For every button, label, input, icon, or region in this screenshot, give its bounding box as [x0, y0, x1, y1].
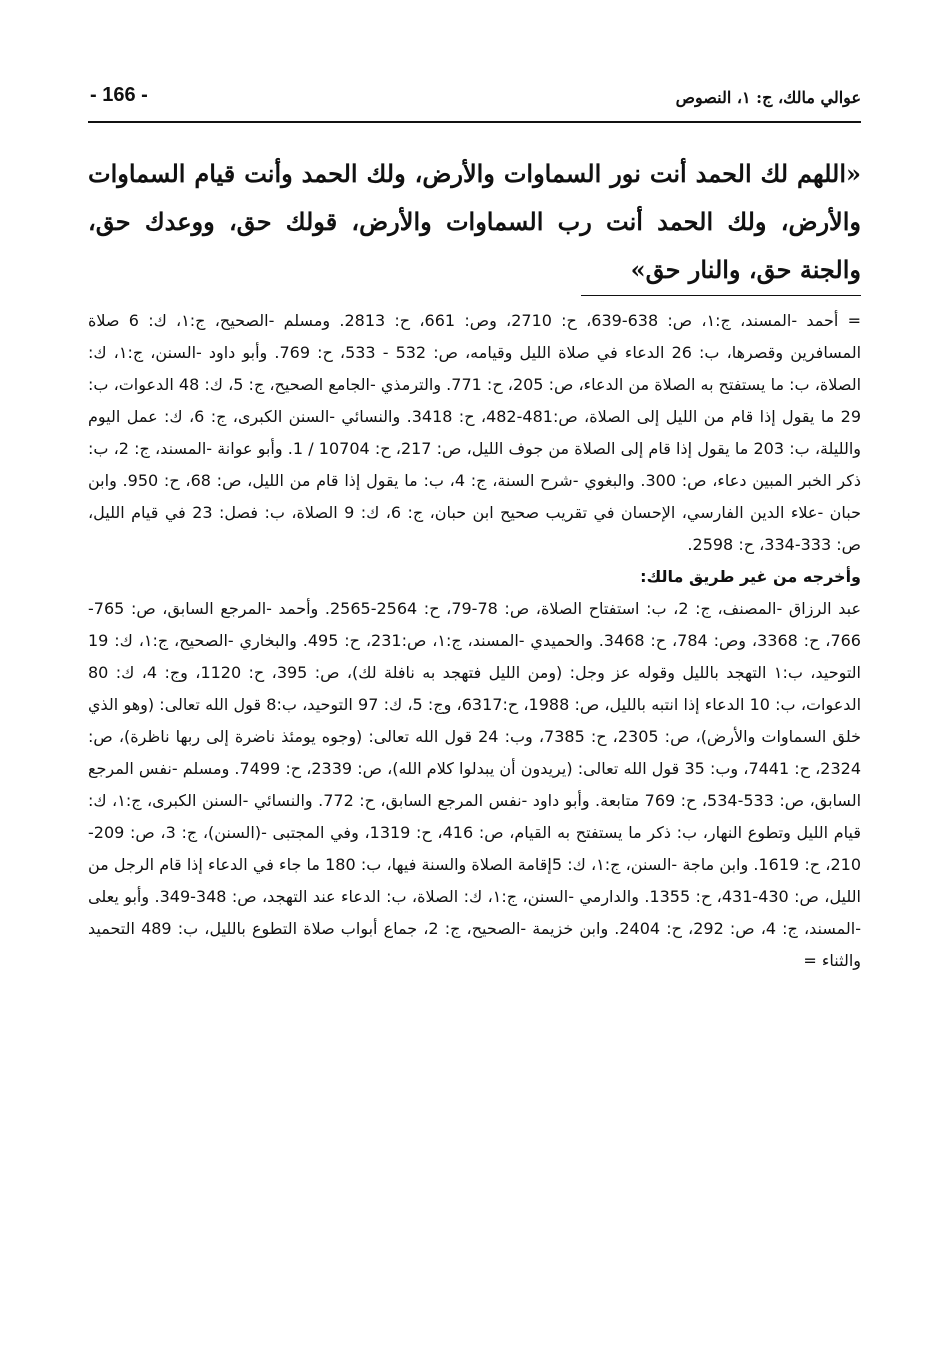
footnote-paragraph-2: عبد الرزاق -المصنف، ج: 2، ب: استفتاح الصلاة، ص: 78-79، ح: 2564-2565. وأحمد -المرجع السابق، ص: 765-766، ح: 3368، وص: 784، ح: 3468. والحميدي -المسند، ج:١، ص:231، ح: 495. والبخاري -الصحيح، ج:١، ك: 19 التوحيد، ب:١ التهجد بالليل وقوله عز وجل: (ومن الليل فتهجد به نافلة لك)، ص: 395، ح: 1120، وج: 4، ك: 80 الدعوات، ب: 10 الدعاء إذا انتبه بالليل، ص: 1988، ح:6317، وج: 5، ك: 97 التوحيد، ب:8 قول الله تعالى: (وهو الذي خلق السماوات والأرض)، ص: 2305، ح: 7385، وب: 24 قول الله تعالى: (وجوه يومئذ ناضرة إلى ربها ناظرة)، ص: 2324، ح: 7441، وب: 35 قول الله تعالى: (يريدون أن يبدلوا كلام الله)، ص: 2339، ح: 7499. ومسلم -نفس المرجع السابق، ص: 533-534، ح: 769 متابعة. وأبو داود -نفس المرجع السابق، ح: 772. والنسائي -السنن الكبرى، ج:١، ك: قيام الليل وتطوع النهار، ب: ذكر ما يستفتح به القيام، ص: 416، ح: 1319، وفي المجتبى -(السنن)، ج: 3، ص: 209-210، ح: 1619. وابن ماجة -السنن، ج:١، ك: 5إقامة الصلاة والسنة فيها، ب: 180 ما جاء في الدعاء إذا قام الرجل من الليل، ص: 430-431، ح: 1355. والدارمي -السنن، ج:١، ك: الصلاة، ب: الدعاء عند التهجد، ص: 348-349. وأبو يعلى -المسند، ج: 4، ص: 292، ح: 2404. وابن خزيمة -الصحيح، ج: 2، جماع أبواب صلاة التطوع بالليل، ب: 489 التحميد والثناء = — [88, 599, 862, 970]
footnote-separator — [581, 295, 861, 296]
page-header — [90, 84, 861, 114]
footnote-paragraph-1: = أحمد -المسند، ج:١، ص: 638-639، ح: 2710، وص: 661، ح: 2813. ومسلم -الصحيح، ج:١، ك: 6 صلاة المسافرين وقصرها، ب: 26 الدعاء في صلاة الليل وقيامه، ص: 532 - 533، ح: 769. وأبو داود -السنن، ج:١، ك: الصلاة، ب: ما يستفتح به الصلاة من الدعاء، ص: 205، ح: 771. والترمذي -الجامع الصحيح، ج: 5، ك: 48 الدعوات، ب: 29 ما يقول إذا قام من الليل إلى الصلاة، ص:481-482، ح: 3418. والنسائي -السنن الكبرى، ج: 6، ك: عمل اليوم والليلة، ب: 203 ما يقول إذا قام إلى الصلاة من جوف الليل، ص: 217، ح: 10704 / 1. وأبو عوانة -المسند، ج: 2، ب: ذكر الخبر المبين دعاء، ص: 300. والبغوي -شرح السنة، ج: 4، ب: ما يقول إذا قام من الليل، ص: 68، ح: 950. وابن حبان -علاء الدين الفارسي، الإحسان في تقريب صحيح ابن حبان، ج: 6، ك: 9 الصلاة، ب: فصل: 23 في قيام الليل، ص: 333-334، ح: 2598. — [88, 311, 862, 554]
page-number: - 166 - — [90, 84, 148, 106]
footnote-sub-heading: وأخرجه من غير طريق مالك: — [640, 567, 861, 586]
running-title: عوالي مالك، ج: ١، النصوص — [675, 88, 861, 107]
footnote-block — [88, 305, 861, 977]
header-rule — [88, 121, 861, 123]
hadith-text: «اللهم لك الحمد أنت نور السماوات والأرض، ولك الحمد وأنت قيام السماوات والأرض، ولك الحمد أنت رب السماوات والأرض، قولك حق، ووعدك حق، والجنة حق، والنار حق» — [88, 159, 861, 284]
